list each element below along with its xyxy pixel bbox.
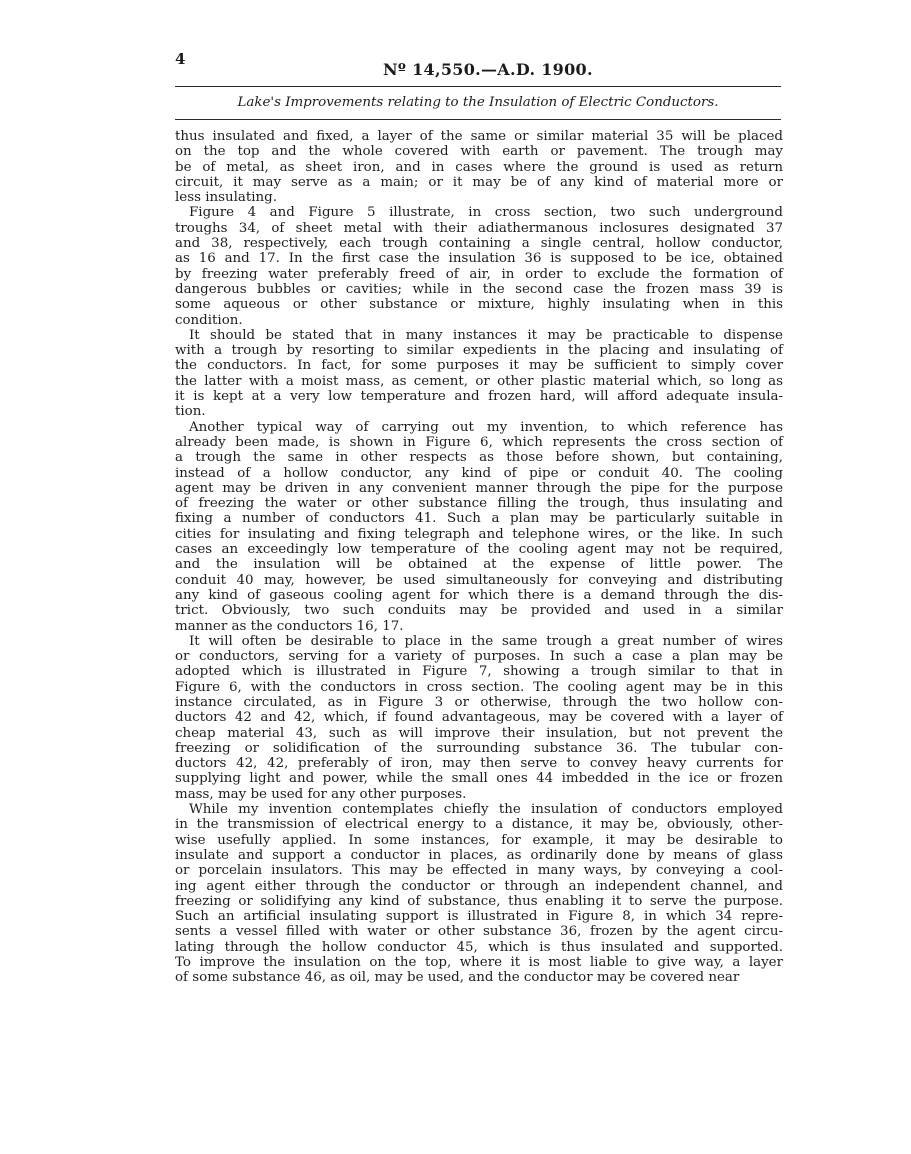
text-line: trict. Obviously, two such conduits may be provided and used in a similar [175, 603, 783, 619]
text-line: It will often be desirable to place in the same trough a great number of wires [189, 633, 783, 649]
text-line: as 16 and 17. In the first case the insulation 36 is supposed to be ice, obtained [175, 251, 783, 267]
text-line: of some substance 46, as oil, may be used, and the conductor may be covered near [175, 970, 740, 986]
text-line: less insulating. [175, 190, 277, 206]
text-line: and the insulation will be obtained at the expense of little power. The [175, 557, 783, 573]
text-line: any kind of gaseous cooling agent for which there is a demand through the dis- [175, 587, 783, 603]
text-line: or porcelain insulators. This may be effected in many ways, by conveying a cool- [175, 863, 783, 879]
text-line: the latter with a moist mass, as cement, or other plastic material which, so long as [175, 373, 783, 389]
text-line: in the transmission of electrical energy to a distance, it may be, obviously, other- [175, 817, 783, 833]
text-line: cities for insulating and fixing telegraph and telephone wires, or the like. In such [175, 526, 783, 542]
patent-number: Nº 14,550.—A.D. 1900. [383, 60, 593, 79]
text-line: Such an artificial insulating support is illustrated in Figure 8, in which 34 repre- [175, 909, 783, 925]
text-line: fixing a number of conductors 41. Such a plan may be particularly suitable in [175, 511, 783, 527]
text-line: mass, may be used for any other purposes. [175, 786, 467, 802]
text-line: wise usefully applied. In some instances, for example, it may be desirable to [175, 832, 783, 848]
text-line: Another typical way of carrying out my invention, to which reference has [189, 419, 783, 435]
text-line: ductors 42 and 42, which, if found advantageous, may be covered with a layer of [175, 710, 783, 726]
text-line: instead of a hollow conductor, any kind of pipe or conduit 40. The cooling [175, 465, 783, 481]
text-line: manner as the conductors 16, 17. [175, 618, 404, 634]
text-line: be of metal, as sheet iron, and in cases where the ground is used as return [175, 159, 783, 175]
text-line: Figure 6, with the conductors in cross section. The cooling agent may be in this [175, 679, 783, 695]
text-line: troughs 34, of sheet metal with their adiathermanous inclosures designated 37 [175, 220, 783, 236]
body-text [175, 129, 783, 986]
text-line: some aqueous or other substance or mixture, highly insulating when in this [175, 297, 783, 313]
text-line: cheap material 43, such as will improve their insulation, but not prevent the [175, 725, 783, 741]
text-line: it is kept at a very low temperature and frozen hard, will afford adequate insula- [175, 389, 783, 405]
header-rule-bottom [175, 119, 781, 120]
text-line: To improve the insulation on the top, where it is most liable to give way, a layer [175, 955, 783, 971]
text-line: It should be stated that in many instances it may be practicable to dispense [189, 327, 783, 343]
text-line: the conductors. In fact, for some purposes it may be sufficient to simply cover [175, 358, 783, 374]
text-line: of freezing the water or other substance filling the trough, thus insulating and [175, 496, 783, 512]
text-line: Figure 4 and Figure 5 illustrate, in cross section, two such underground [189, 205, 783, 221]
text-line: agent may be driven in any convenient manner through the pipe for the purpose [175, 480, 783, 496]
text-line: lating through the hollow conductor 45, which is thus insulated and supported. [175, 939, 783, 955]
text-line: tion. [175, 404, 206, 420]
text-line: with a trough by resorting to similar expedients in the placing and insulating of [175, 343, 783, 359]
text-line: circuit, it may serve as a main; or it may be of any kind of material more or [175, 174, 783, 190]
text-line: ing agent either through the conductor or through an independent channel, and [175, 878, 783, 894]
text-line: freezing or solidifying any kind of substance, thus enabling it to serve the purpose. [175, 893, 783, 909]
text-line: thus insulated and fixed, a layer of the same or similar material 35 will be placed [175, 129, 783, 144]
text-line: cases an exceedingly low temperature of the cooling agent may not be required, [175, 542, 783, 558]
text-line: on the top and the whole covered with earth or pavement. The trough may [175, 144, 783, 160]
text-line: supplying light and power, while the small ones 44 imbedded in the ice or frozen [175, 771, 783, 787]
page-number: 4 [175, 50, 186, 68]
text-line: or conductors, serving for a variety of purposes. In such a case a plan may be [175, 649, 783, 665]
text-line: ductors 42, 42, preferably of iron, may then serve to convey heavy currents for [175, 756, 783, 772]
text-line: a trough the same in other respects as those before shown, but containing, [175, 450, 783, 466]
text-line: insulate and support a conductor in places, as ordinarily done by means of glass [175, 847, 783, 863]
text-line: and 38, respectively, each trough containing a single central, hollow conductor, [175, 236, 783, 252]
text-line: condition. [175, 312, 243, 328]
text-line: dangerous bubbles or cavities; while in the second case the frozen mass 39 is [175, 281, 783, 297]
text-line: sents a vessel filled with water or other substance 36, frozen by the agent circu- [175, 924, 783, 940]
text-line: adopted which is illustrated in Figure 7, showing a trough similar to that in [175, 664, 783, 680]
text-line: conduit 40 may, however, be used simultaneously for conveying and distributing [175, 572, 783, 588]
text-line: by freezing water preferably freed of air, in order to exclude the formation of [175, 266, 783, 282]
text-line: While my invention contemplates chiefly the insulation of conductors employed [189, 802, 783, 818]
text-line: already been made, is shown in Figure 6, which represents the cross section of [175, 434, 783, 450]
header-rule-top [175, 86, 781, 87]
text-line: freezing or solidification of the surrounding substance 36. The tubular con- [175, 740, 783, 756]
running-title: Lake's Improvements relating to the Insulation of Electric Conductors. [237, 95, 719, 110]
text-line: instance circulated, as in Figure 3 or otherwise, through the two hollow con- [175, 694, 783, 710]
